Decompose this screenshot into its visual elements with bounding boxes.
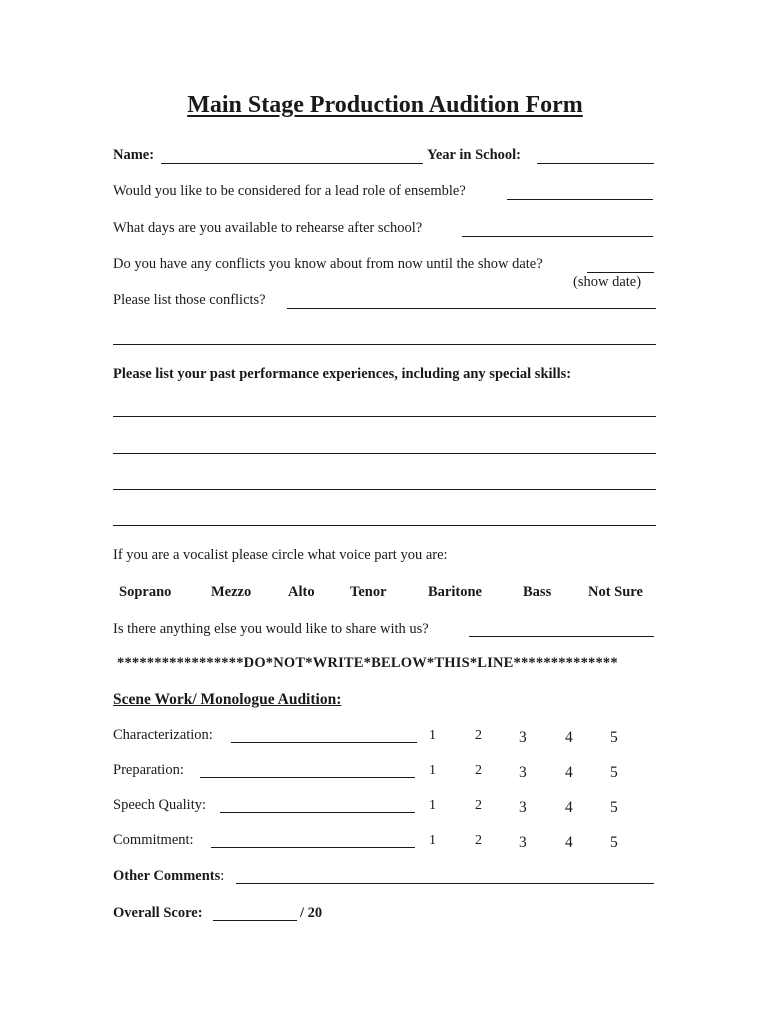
overall-score-field[interactable]: [213, 920, 297, 921]
experience-line[interactable]: [113, 489, 656, 490]
criterion-field[interactable]: [211, 847, 415, 848]
list-conflicts-label: Please list those conflicts?: [113, 292, 266, 308]
voice-option-bass[interactable]: Bass: [523, 584, 552, 600]
conflicts-question: Do you have any conflicts you know about from now until the show date?: [113, 256, 543, 272]
experience-line[interactable]: [113, 416, 656, 417]
experience-line[interactable]: [113, 525, 656, 526]
criterion-label: Characterization:: [113, 727, 213, 743]
score-option-1[interactable]: 1: [429, 798, 436, 813]
score-option-5[interactable]: 5: [610, 729, 618, 746]
share-field[interactable]: [469, 636, 654, 637]
voice-option-mezzo[interactable]: Mezzo: [211, 584, 252, 600]
voice-option-not-sure[interactable]: Not Sure: [588, 584, 643, 600]
other-comments-colon: :: [220, 868, 225, 884]
score-option-1[interactable]: 1: [429, 833, 436, 848]
name-field[interactable]: [161, 163, 423, 164]
other-comments-label: [113, 868, 224, 885]
days-question: What days are you available to rehearse after school?: [113, 220, 423, 236]
score-option-5[interactable]: 5: [610, 764, 618, 781]
criterion-field[interactable]: [231, 742, 417, 743]
criterion-label: Speech Quality:: [113, 797, 207, 813]
score-option-5[interactable]: 5: [610, 834, 618, 851]
share-question: Is there anything else you would like to share with us?: [113, 621, 429, 637]
score-option-1[interactable]: 1: [429, 763, 436, 778]
conflicts-field-extra[interactable]: [113, 344, 656, 345]
voice-option-baritone[interactable]: Baritone: [428, 584, 482, 600]
voice-prompt: If you are a vocalist please circle what voice part you are:: [113, 547, 448, 563]
other-comments-label-text: Other Comments: [113, 868, 221, 884]
score-option-4[interactable]: 4: [565, 729, 573, 746]
overall-score-label: Overall Score:: [113, 905, 203, 921]
lead-role-question: Would you like to be considered for a lead role of ensemble?: [113, 183, 466, 199]
score-option-5[interactable]: 5: [610, 799, 618, 816]
year-field[interactable]: [537, 163, 654, 164]
year-label: Year in School:: [427, 147, 521, 163]
overall-score-out-of: / 20: [300, 905, 323, 921]
experience-prompt: Please list your past performance experiences, including any special skills:: [113, 366, 572, 382]
voice-option-alto[interactable]: Alto: [288, 584, 315, 600]
criterion-field[interactable]: [220, 812, 415, 813]
criterion-field[interactable]: [200, 777, 415, 778]
score-option-3[interactable]: 3: [519, 834, 527, 851]
name-label: Name:: [113, 147, 155, 163]
score-option-2[interactable]: 2: [475, 763, 482, 778]
do-not-write-divider: *****************DO*NOT*WRITE*BELOW*THIS*LINE**************: [117, 655, 618, 671]
score-option-1[interactable]: 1: [429, 728, 436, 743]
score-option-3[interactable]: 3: [519, 764, 527, 781]
score-option-2[interactable]: 2: [475, 833, 482, 848]
score-option-4[interactable]: 4: [565, 834, 573, 851]
page-title: Main Stage Production Audition Form: [187, 92, 583, 118]
voice-option-soprano[interactable]: Soprano: [119, 584, 172, 600]
voice-option-tenor[interactable]: Tenor: [350, 584, 387, 600]
score-option-3[interactable]: 3: [519, 729, 527, 746]
criterion-label: Commitment:: [113, 832, 194, 848]
score-option-4[interactable]: 4: [565, 764, 573, 781]
days-field[interactable]: [462, 236, 653, 237]
score-option-3[interactable]: 3: [519, 799, 527, 816]
scoring-heading: Scene Work/ Monologue Audition:: [113, 691, 342, 708]
conflicts-field[interactable]: [287, 308, 656, 309]
score-option-2[interactable]: 2: [475, 728, 482, 743]
score-option-2[interactable]: 2: [475, 798, 482, 813]
show-date-note: (show date): [573, 274, 642, 290]
experience-line[interactable]: [113, 453, 656, 454]
score-option-4[interactable]: 4: [565, 799, 573, 816]
criterion-label: Preparation:: [113, 762, 184, 778]
lead-role-field[interactable]: [507, 199, 653, 200]
show-date-field[interactable]: [587, 272, 654, 273]
other-comments-field[interactable]: [236, 883, 654, 884]
